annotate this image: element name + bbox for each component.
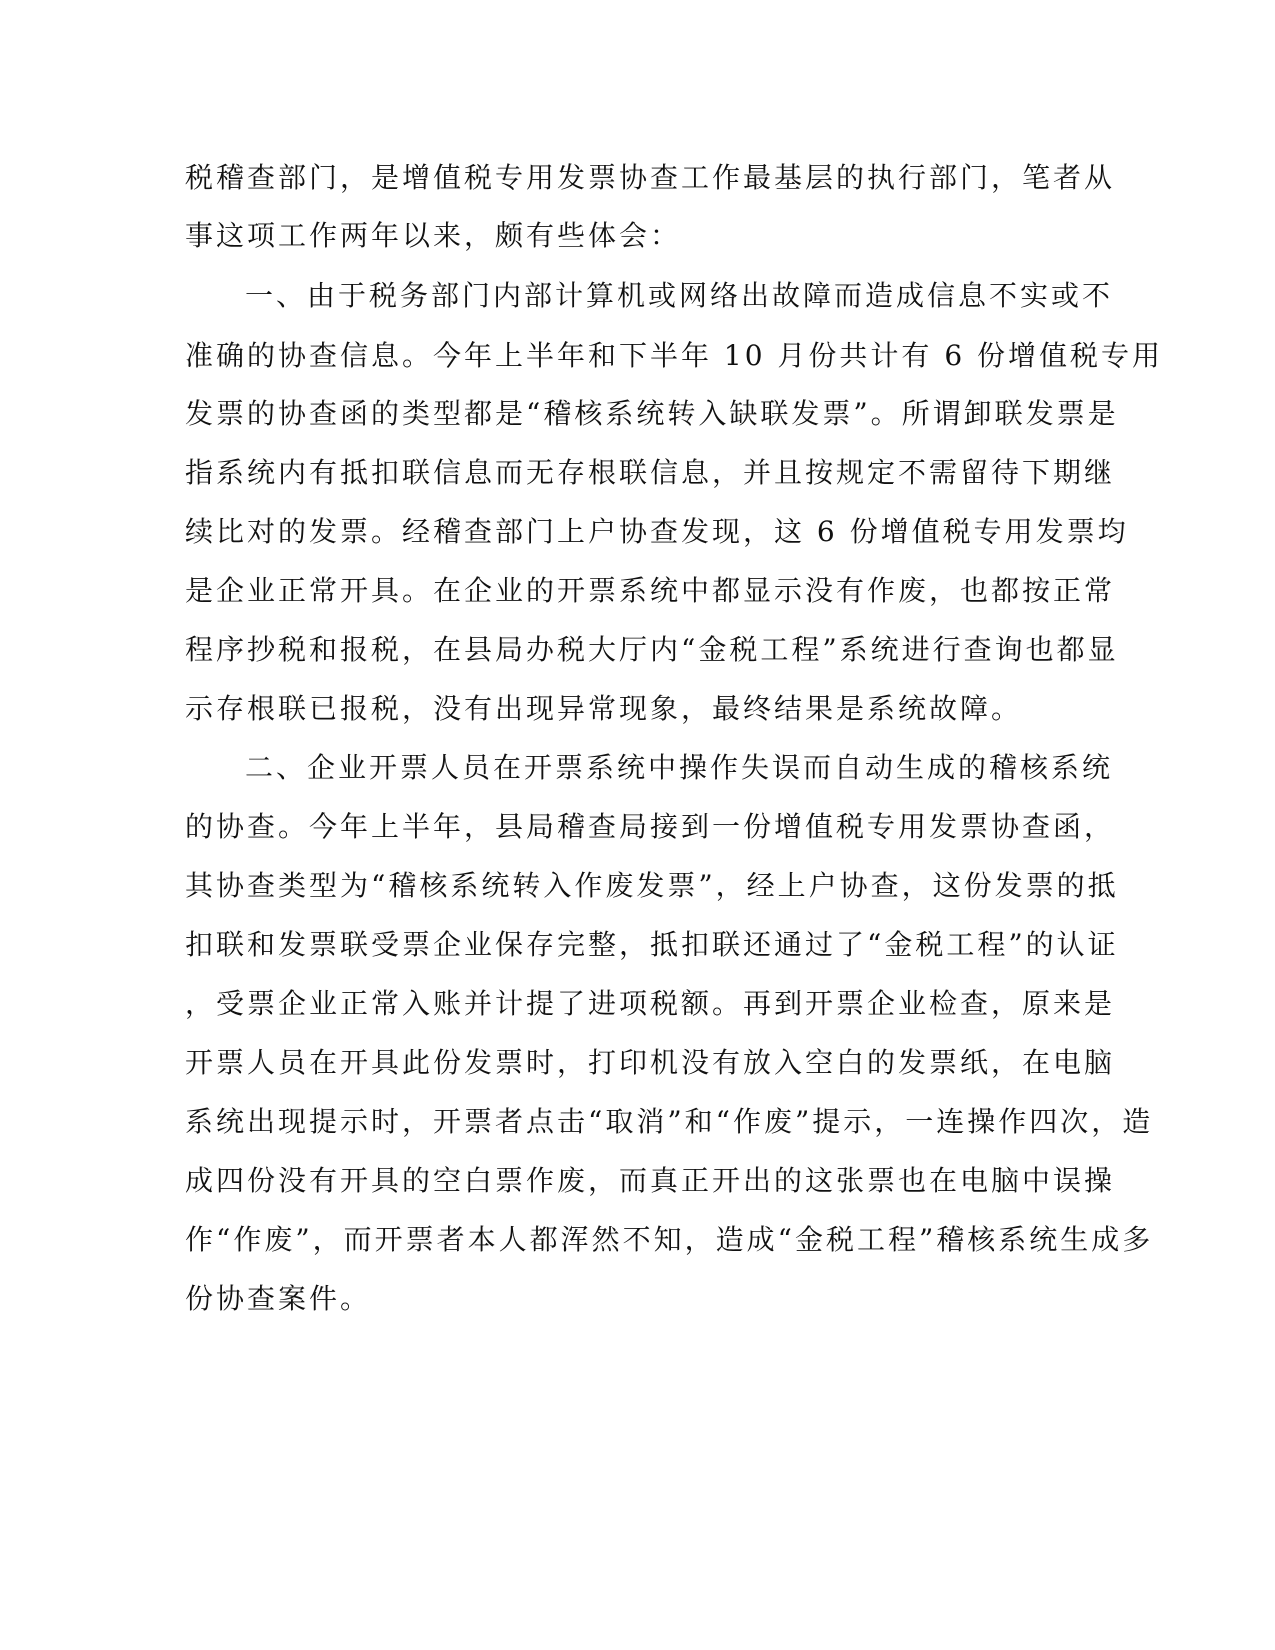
text-line-8: 是企业正常开具。在企业的开票系统中都显示没有作废，也都按正常 xyxy=(185,574,1116,607)
text-line-13: 其协查类型为“稽核系统转入作废发票”，经上户协查，这份发票的抵 xyxy=(185,869,1119,902)
text-line-10: 示存根联已报税，没有出现异常现象，最终结果是系统故障。 xyxy=(185,692,1023,725)
text-line-1: 税稽查部门，是增值税专用发票协查工作最基层的执行部门，笔者从 xyxy=(185,161,1116,194)
text-line-6: 指系统内有抵扣联信息而无存根联信息，并且按规定不需留待下期继 xyxy=(185,456,1116,489)
text-line-12: 的协查。今年上半年，县局稽查局接到一份增值税专用发票协查函， xyxy=(185,810,1116,843)
text-line-9: 程序抄税和报税，在县局办税大厅内“金税工程”系统进行查询也都显 xyxy=(185,633,1119,666)
text-line-11: 二、企业开票人员在开票系统中操作失误而自动生成的稽核系统 xyxy=(245,751,1114,784)
text-line-19: 作“作废”，而开票者本人都浑然不知，造成“金税工程”稽核系统生成多 xyxy=(185,1223,1154,1256)
text-line-18: 成四份没有开具的空白票作废，而真正开出的这张票也在电脑中误操 xyxy=(185,1164,1116,1197)
text-line-3: 一、由于税务部门内部计算机或网络出故障而造成信息不实或不 xyxy=(245,279,1114,312)
text-line-5: 发票的协查函的类型都是“稽核系统转入缺联发票”。所谓卸联发票是 xyxy=(185,397,1119,430)
text-line-16: 开票人员在开具此份发票时，打印机没有放入空白的发票纸，在电脑 xyxy=(185,1046,1116,1079)
text-line-14: 扣联和发票联受票企业保存完整，抵扣联还通过了“金税工程”的认证 xyxy=(185,928,1119,961)
text-line-15: ，受票企业正常入账并计提了进项税额。再到开票企业检查，原来是 xyxy=(185,987,1116,1020)
text-line-4: 准确的协查信息。今年上半年和下半年 10 月份共计有 6 份增值税专用 xyxy=(185,339,1164,372)
text-line-17: 系统出现提示时，开票者点击“取消”和“作废”提示，一连操作四次，造 xyxy=(185,1105,1154,1138)
text-line-7: 续比对的发票。经稽查部门上户协查发现，这 6 份增值税专用发票均 xyxy=(185,515,1129,548)
text-line-20: 份协查案件。 xyxy=(185,1282,372,1315)
text-line-2: 事这项工作两年以来，颇有些体会： xyxy=(185,219,682,252)
